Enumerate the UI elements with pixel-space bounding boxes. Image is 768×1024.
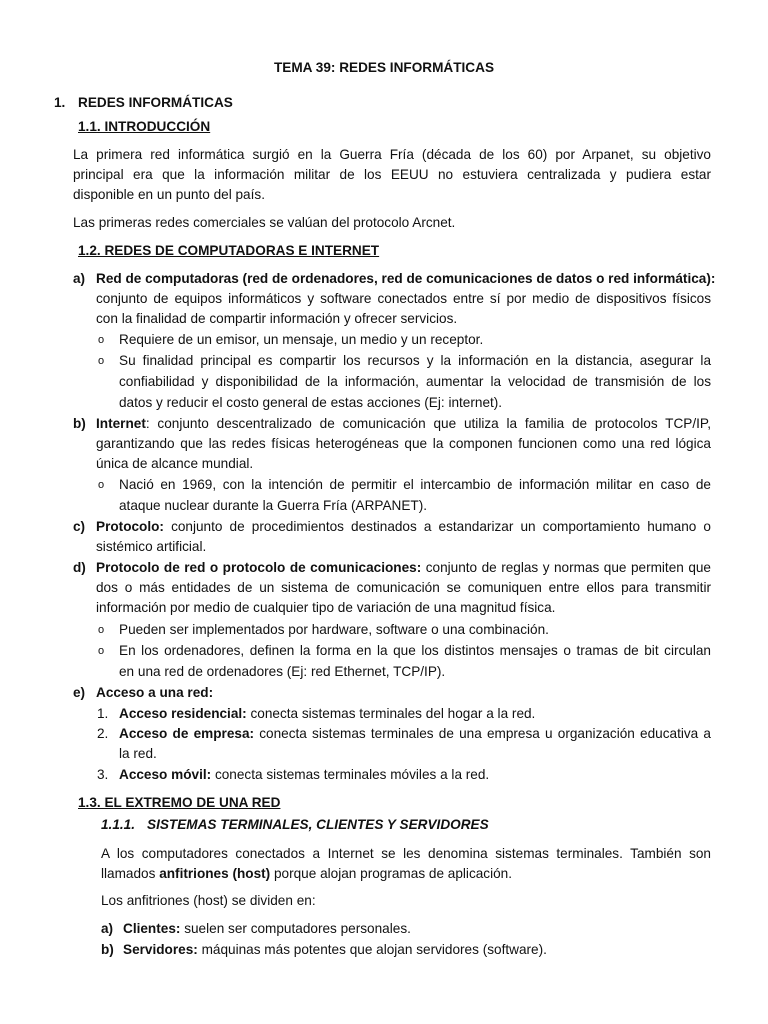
- paragraph-line: A los computadores conectados a Internet se les denomina sistemas terminales. También son: [101, 846, 711, 861]
- definition-line: sistémico artificial.: [96, 539, 207, 554]
- item-text: suelen ser computadores personales.: [180, 921, 411, 936]
- bullet-line: Pueden ser implementados por hardware, software o una combinación.: [119, 622, 549, 637]
- paragraph-text: porque alojan programas de aplicación.: [270, 866, 513, 881]
- list-marker: d): [73, 560, 86, 575]
- definition-line: [96, 517, 711, 537]
- paragraph-line: La primera red informática surgió en la Guerra Fría (década de los 60) por Arpanet, su objetivo: [73, 147, 711, 162]
- section-number: 1.: [54, 95, 66, 110]
- definition-term: Protocolo de red o protocolo de comunicaciones:: [96, 560, 422, 575]
- paragraph-line: [101, 864, 512, 884]
- item-text: conecta sistemas terminales del hogar a la red.: [246, 706, 536, 721]
- definition-term: Acceso a una red:: [96, 685, 214, 700]
- document-title: TEMA 39: REDES INFORMÁTICAS: [273, 60, 495, 75]
- list-marker: a): [73, 271, 86, 286]
- definition-term: Internet: [96, 416, 146, 431]
- paragraph: Las primeras redes comerciales se valúan del protocolo Arcnet.: [73, 215, 456, 230]
- item-term: Servidores:: [123, 942, 198, 957]
- bullet-icon: o: [98, 479, 105, 491]
- item-text: conecta sistemas terminales móviles a la red.: [211, 767, 490, 782]
- list-item: [123, 940, 547, 960]
- bullet-icon: o: [98, 334, 105, 346]
- numbered-item: [119, 765, 489, 785]
- subsubsection-heading: SISTEMAS TERMINALES, CLIENTES Y SERVIDORES: [147, 817, 489, 832]
- list-marker: c): [73, 519, 86, 534]
- definition-line: dos o más entidades de un sistema de comunicación se comuniquen entre ellos para transmitir: [96, 580, 711, 595]
- paragraph-text: llamados: [101, 866, 160, 881]
- bullet-icon: o: [98, 645, 105, 657]
- bullet-line: datos y reducir el costo general de estas acciones (Ej: internet).: [119, 395, 503, 410]
- definition-line: garantizando que las redes físicas heterogéneas que la componen funcionen como una red lógica: [96, 436, 711, 451]
- numbered-item: [119, 704, 535, 724]
- item-term: Acceso residencial:: [119, 706, 247, 721]
- list-item: [123, 919, 411, 939]
- bullet-icon: o: [98, 355, 105, 367]
- item-text: máquinas más potentes que alojan servidores (software).: [197, 942, 547, 957]
- subsection-heading-1-2: 1.2. REDES DE COMPUTADORAS E INTERNET: [78, 243, 380, 258]
- numbered-marker: 3.: [97, 767, 109, 782]
- definition-line: [96, 414, 711, 434]
- subsection-heading-1-1: 1.1. INTRODUCCIÓN: [78, 119, 211, 134]
- bold-term: anfitriones (host): [159, 866, 271, 881]
- bullet-line: ataque nuclear durante la Guerra Fría (ARPANET).: [119, 498, 428, 513]
- definition-text: conjunto de reglas y normas que permiten que: [421, 560, 711, 575]
- numbered-marker: 2.: [97, 726, 109, 741]
- item-term: Clientes:: [123, 921, 181, 936]
- list-marker: b): [101, 942, 114, 957]
- paragraph-line: disponible en un punto del país.: [73, 187, 265, 202]
- list-marker: a): [101, 921, 114, 936]
- list-marker: b): [73, 416, 86, 431]
- numbered-item: [119, 724, 711, 744]
- paragraph: Los anfitriones (host) se dividen en:: [101, 893, 316, 908]
- bullet-icon: o: [98, 624, 105, 636]
- definition-term: Red de computadoras (red de ordenadores, red de comunicaciones de datos o red informática):: [96, 271, 716, 286]
- bullet-line: Nació en 1969, con la intención de permitir el intercambio de información militar en caso de: [119, 477, 711, 492]
- definition-line: información por medio de cualquier tipo de variación de una magnitud física.: [96, 600, 556, 615]
- paragraph-line: principal era que la información militar de los EEUU no estuviera centralizada y pudiera estar: [73, 167, 711, 182]
- bullet-line: En los ordenadores, definen la forma en la que los distintos mensajes o tramas de bit circulan: [119, 643, 711, 658]
- definition-line: única de alcance mundial.: [96, 456, 254, 471]
- list-marker: e): [73, 685, 86, 700]
- definition-line: con la finalidad de compartir información y ofrecer servicios.: [96, 311, 458, 326]
- definition-line: conjunto de equipos informáticos y software conectados entre sí por medio de dispositivos físicos: [96, 291, 711, 306]
- bullet-line: confiabilidad y disponibilidad de la información, aumentar la velocidad de transmisión de los: [119, 374, 711, 389]
- item-text: conecta sistemas terminales de una empresa u organización educativa a: [254, 726, 711, 741]
- numbered-item-line: la red.: [119, 746, 157, 761]
- definition-line: [96, 558, 711, 578]
- bullet-line: en una red de ordenadores (Ej: red Ethernet, TCP/IP).: [119, 664, 446, 679]
- subsubsection-number: 1.1.1.: [101, 817, 136, 832]
- item-term: Acceso de empresa:: [119, 726, 255, 741]
- section-heading: REDES INFORMÁTICAS: [78, 95, 233, 110]
- definition-text: : conjunto descentralizado de comunicación que utiliza la familia de protocolos TCP/IP,: [145, 416, 711, 431]
- subsection-heading-1-3: 1.3. EL EXTREMO DE UNA RED: [78, 795, 281, 810]
- bullet-line: Requiere de un emisor, un mensaje, un medio y un receptor.: [119, 332, 484, 347]
- item-term: Acceso móvil:: [119, 767, 212, 782]
- definition-text: conjunto de procedimientos destinados a estandarizar un comportamiento humano o: [163, 519, 711, 534]
- bullet-line: Su finalidad principal es compartir los recursos y la información en la distancia, asegurar la: [119, 353, 711, 368]
- definition-term: Protocolo:: [96, 519, 164, 534]
- numbered-marker: 1.: [97, 706, 109, 721]
